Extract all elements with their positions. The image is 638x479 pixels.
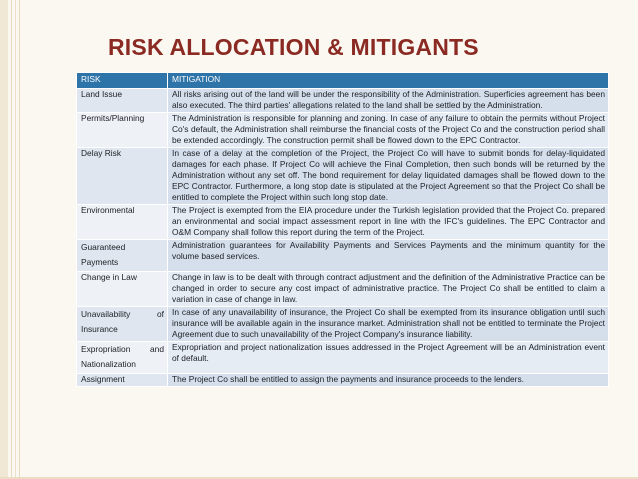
mitigation-cell: All risks arising out of the land will be under the responsibility of the Administration. Superficies agreement has been also executed. The third parties' allegations related to the land shall be settled by the Administration. [168,89,609,113]
table-row [77,240,609,272]
table-header-row [77,73,609,89]
risk-cell: Unavailability of Insurance [77,307,168,342]
risk-cell: Change in Law [77,272,168,307]
mitigation-cell: Expropriation and project nationalization issues addressed in the Project Agreement will be an Administration event of default. [168,342,609,374]
risk-cell: Environmental [77,205,168,240]
risk-cell: Delay Risk [77,148,168,205]
table-row [77,148,609,205]
table-row [77,374,609,387]
mitigation-cell: The Administration is responsible for planning and zoning. In case of any failure to obtain the permits without Project Co's default, the Administration shall reimburse the financial costs of the Project Co and the construction period shall be extended accordingly. The construction permit shall be flowed down to the EPC Contractor. [168,113,609,148]
left-decorative-line [15,0,16,479]
table-row [77,342,609,374]
header-mitigation: MITIGATION [168,73,609,89]
risk-table [76,72,609,387]
risk-cell: Assignment [77,374,168,387]
table-row [77,113,609,148]
left-decorative-line [19,0,20,479]
risk-cell: Guaranteed Payments [77,240,168,272]
left-decorative-line [11,0,12,479]
table-row [77,307,609,342]
table-row [77,272,609,307]
mitigation-cell: In case of any unavailability of insurance, the Project Co shall be exempted from its insurance obligation until such insurance will be available again in the insurance market. Administration shall not be entitled to terminate the Project Agreement due to such unavailability of the Project Company's insurance liability. [168,307,609,342]
mitigation-cell: In case of a delay at the completion of the Project, the Project Co will have to submit bonds for delay-liquidated damages for each phase. If Project Co will achieve the Final Completion, then such bonds will be returned by the Administration without any set off. The bond requirement for delay liquidated damages shall be flowed down to the EPC Contractor. Furthermore, a long stop date is stipulated at the Project Agreement so that the Project Co shall be entitled to complete the Project within such long stop date. [168,148,609,205]
mitigation-cell: The Project is exempted from the EIA procedure under the Turkish legislation provided that the Project Co. prepared an environmental and social impact assessment report in line with the IFC's guidelines. The EPC Contractor and O&M Company shall follow this report during the term of the Project. [168,205,609,240]
mitigation-cell: The Project Co shall be entitled to assign the payments and insurance proceeds to the lenders. [168,374,609,387]
header-risk: RISK [77,73,168,89]
mitigation-cell: Administration guarantees for Availability Payments and Services Payments and the minimum quantity for the volume based services. [168,240,609,272]
risk-cell: Permits/Planning [77,113,168,148]
mitigation-cell: Change in law is to be dealt with through contract adjustment and the definition of the Administrative Practice can be changed in order to secure any cost impact of administrative practice. The Project Co shall be entitled to claim a variation in case of change in law. [168,272,609,307]
table-row [77,205,609,240]
slide-title: RISK ALLOCATION & MITIGANTS [108,34,479,60]
table-row [77,89,609,113]
risk-cell: Land Issue [77,89,168,113]
risk-cell: Expropriation and Nationalization [77,342,168,374]
left-decorative-band [0,0,8,479]
